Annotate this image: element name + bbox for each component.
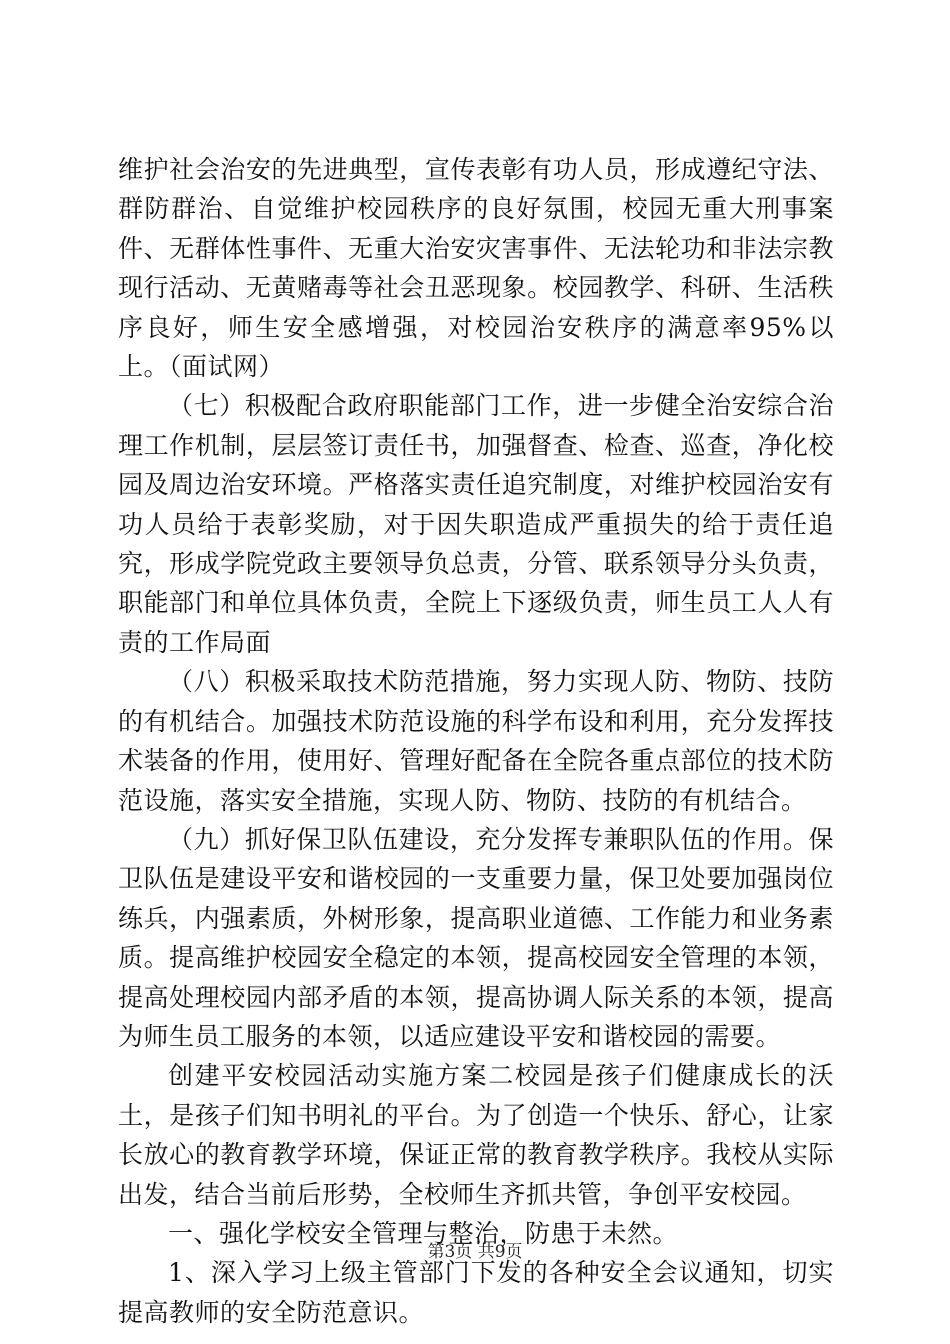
paragraph-2: （七）积极配合政府职能部门工作，进一步健全治安综合治理工作机制，层层签订责任书，加强督查、检查、巡查，净化校园及周边治安环境。严格落实责任追究制度，对维护校园治安有功人员给于表彰奖励，对于因失职造成严重损失的给于责任追究，形成学院党政主要领导负总责，分管、联系领导分头负责，职能部门和单位具体负责，全院上下逐级负责，师生员工人人有责的工作局面 xyxy=(118,391,834,657)
paragraph-6: 一、强化学校安全管理与整治，防患于未然。 xyxy=(168,1218,679,1248)
page-footer xyxy=(0,1240,950,1264)
paragraph-5: 创建平安校园活动实施方案二校园是孩子们健康成长的沃土，是孩子们知书明礼的平台。为了创造一个快乐、舒心，让家长放心的教育教学环境，保证正常的教育教学秩序。我校从实际出发，结合当前后形势，全校师生齐抓共管，争创平安校园。 xyxy=(118,1061,834,1209)
paragraph-7: 1、深入学习上级主管部门下发的各种安全会议通知，切实提高教师的安全防范意识。 xyxy=(118,1258,834,1327)
paragraph-3: （八）积极采取技术防范措施，努力实现人防、物防、技防的有机结合。加强技术防范设施的科学布设和利用，充分发挥技术装备的作用，使用好、管理好配备在全院各重点部位的技术防范设施，落实安全措施，实现人防、物防、技防的有机结合。 xyxy=(118,667,834,815)
document-body xyxy=(118,150,834,1332)
paragraph-4: （九）抓好保卫队伍建设，充分发挥专兼职队伍的作用。保卫队伍是建设平安和谐校园的一支重要力量，保卫处要加强岗位练兵，内强素质，外树形象，提高职业道德、工作能力和业务素质。提高维护校园安全稳定的本领，提高校园安全管理的本领，提高处理校园内部矛盾的本领，提高协调人际关系的本领，提高为师生员工服务的本领，以适应建设平安和谐校园的需要。 xyxy=(118,824,834,1051)
page-number-label: 第3页 共9页 xyxy=(427,1242,523,1262)
paragraph-1: 维护社会治安的先进典型，宣传表彰有功人员，形成遵纪守法、群防群治、自觉维护校园秩序的良好氛围，校园无重大刑事案件、无群体性事件、无重大治安灾害事件、无法轮功和非法宗教现行活动、无黄赌毒等社会丑恶现象。校园教学、科研、生活秩序良好，师生安全感增强，对校园治安秩序的满意率95%以上。（面试网） xyxy=(118,155,834,382)
